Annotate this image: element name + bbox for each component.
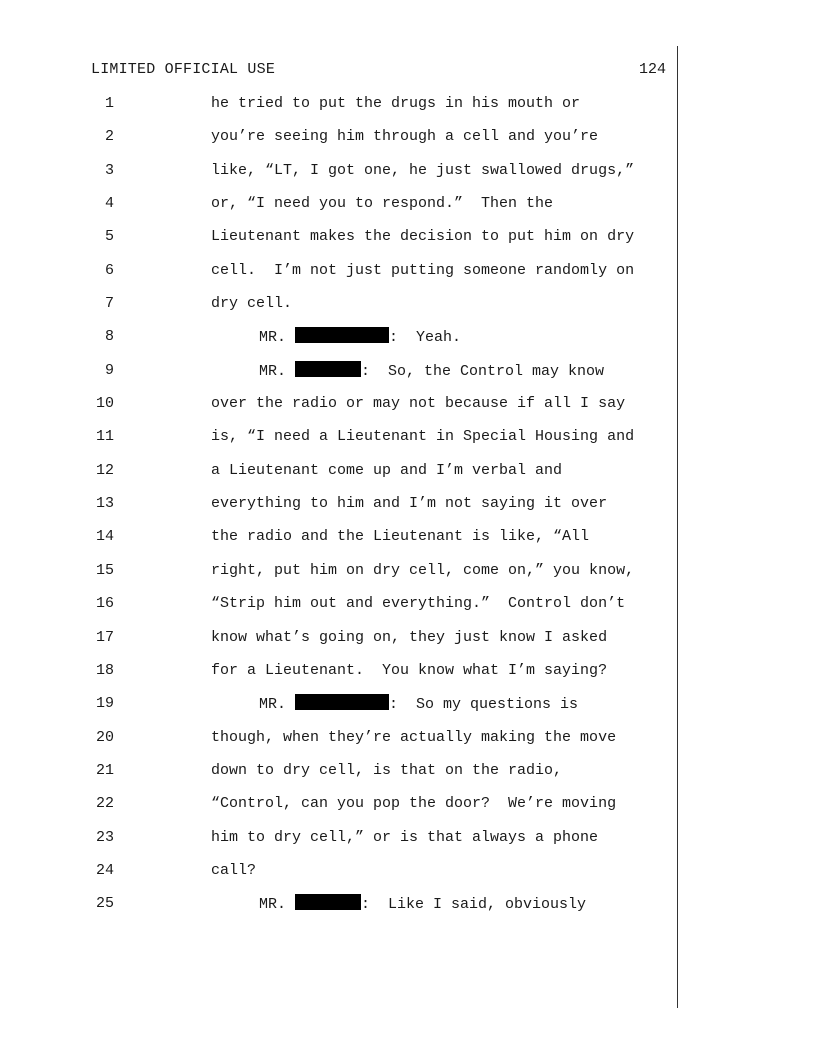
speaker-text: : Yeah. [389,329,462,347]
speaker-prefix: MR. [259,329,296,347]
line-number: 19 [95,695,114,713]
speaker-line [259,361,604,382]
classification-header: LIMITED OFFICIAL USE [91,61,276,78]
speaker-line [259,894,586,915]
line-number: 12 [95,461,114,479]
transcript-line [0,194,816,227]
line-text: a Lieutenant come up and I’m verbal and [211,461,563,479]
speaker-line [259,327,461,348]
speaker-prefix: MR. [259,362,296,380]
line-text: dry cell. [211,295,293,313]
line-text: over the radio or may not because if all I say [211,395,626,413]
transcript-lines [0,94,816,928]
line-number: 25 [95,895,114,913]
line-number: 18 [95,661,114,679]
transcript-line [0,94,816,127]
transcript-line [0,361,816,394]
line-text: “Control, can you pop the door? We’re moving [211,795,617,813]
line-number: 24 [95,861,114,879]
speaker-text: : Like I said, obviously [361,896,587,914]
speaker-text: : So, the Control may know [361,362,605,380]
line-text: he tried to put the drugs in his mouth or [211,95,581,112]
transcript-line [0,461,816,494]
line-number: 3 [104,161,114,179]
line-number: 16 [95,595,114,613]
transcript-line [0,594,816,627]
transcript-line [0,628,816,661]
line-text: like, “LT, I got one, he just swallowed drugs,” [211,161,635,179]
line-number: 15 [95,561,114,579]
line-number: 4 [104,195,114,213]
line-text: is, “I need a Lieutenant in Special Housing and [211,428,635,446]
speaker-prefix: MR. [259,896,296,914]
transcript-line [0,294,816,327]
line-text: though, when they’re actually making the move [211,728,617,746]
transcript-line [0,394,816,427]
line-text: know what’s going on, they just know I asked [211,628,608,646]
line-text: or, “I need you to respond.” Then the [211,195,554,213]
line-number: 13 [95,495,114,513]
line-number: 22 [95,795,114,813]
redaction-box [295,361,361,377]
transcript-line [0,728,816,761]
transcript-line [0,828,816,861]
line-text: down to dry cell, is that on the radio, [211,761,563,779]
redaction-box [295,327,389,343]
transcript-line [0,794,816,827]
line-text: him to dry cell,” or is that always a phone [211,828,599,846]
line-number: 20 [95,728,114,746]
line-text: right, put him on dry cell, come on,” you know, [211,561,635,579]
transcript-line [0,227,816,260]
redaction-box [295,894,361,910]
line-number: 8 [104,328,114,346]
line-number: 5 [104,228,114,246]
transcript-line [0,427,816,460]
speaker-prefix: MR. [259,696,296,714]
line-number: 1 [104,95,114,112]
line-text: call? [211,861,257,879]
line-text: you’re seeing him through a cell and you’re [211,128,599,146]
line-text: for a Lieutenant. You know what I’m saying? [211,661,608,679]
page-number: 124 [638,61,666,78]
line-number: 14 [95,528,114,546]
line-text: “Strip him out and everything.” Control don’t [211,595,626,613]
line-text: cell. I’m not just putting someone randomly on [211,261,635,279]
speaker-text: : So my questions is [389,696,579,714]
line-number: 17 [95,628,114,646]
line-number: 9 [104,361,114,379]
transcript-line [0,127,816,160]
transcript-line [0,561,816,594]
line-text: the radio and the Lieutenant is like, “All [211,528,590,546]
line-number: 23 [95,828,114,846]
line-number: 6 [104,261,114,279]
transcript-line [0,527,816,560]
transcript-line [0,161,816,194]
line-number: 21 [95,761,114,779]
transcript-line [0,761,816,794]
line-text: everything to him and I’m not saying it over [211,495,608,513]
transcript-line [0,861,816,894]
line-number: 7 [104,295,114,313]
transcript-line [0,661,816,694]
redaction-box [295,694,389,710]
line-number: 2 [104,128,114,146]
line-number: 10 [95,395,114,413]
transcript-line [0,894,816,927]
transcript-line [0,494,816,527]
line-number: 11 [95,428,114,446]
speaker-line [259,694,578,715]
transcript-line [0,261,816,294]
line-text: Lieutenant makes the decision to put him on dry [211,228,635,246]
transcript-line [0,694,816,727]
transcript-line [0,327,816,360]
